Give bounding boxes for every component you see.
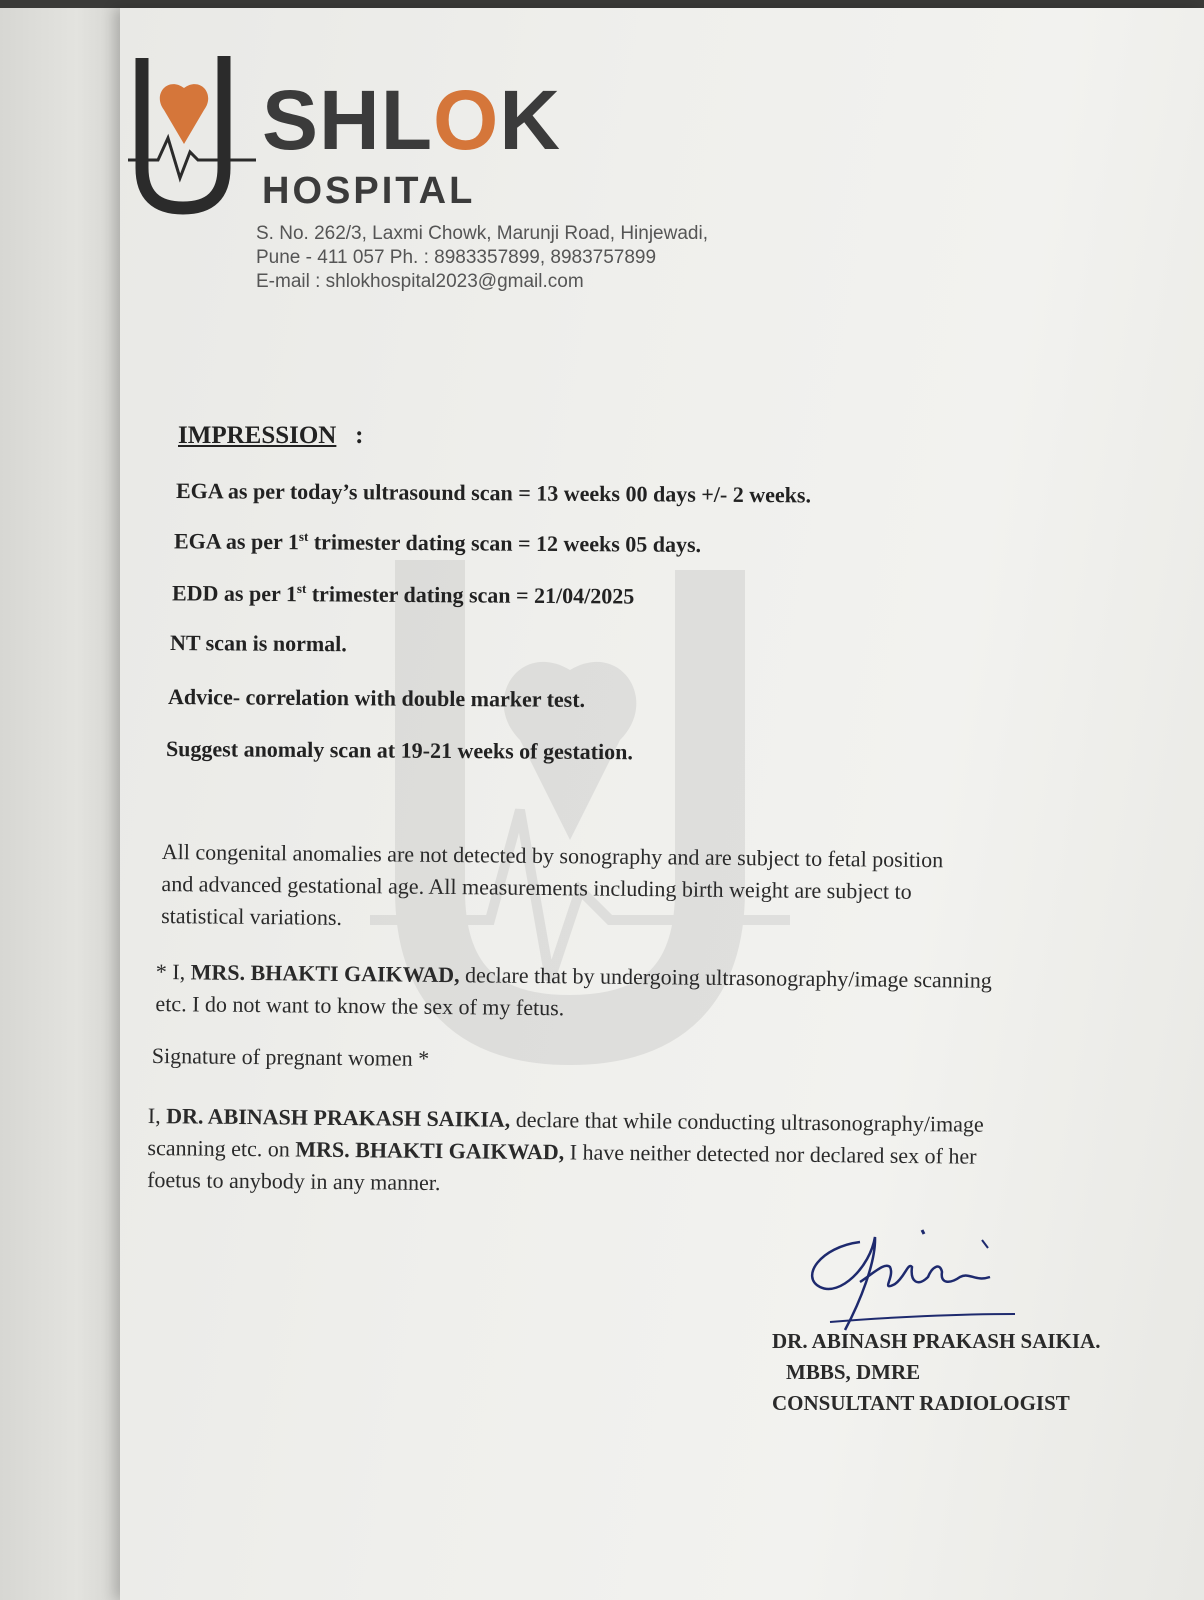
impression-heading-text: IMPRESSION <box>178 422 337 449</box>
disclaimer-line-3: statistical variations. <box>161 902 343 930</box>
hospital-logo-icon <box>128 48 258 218</box>
ega-first-trimester-line <box>174 528 701 558</box>
hospital-address <box>256 222 708 294</box>
patient-decl-prefix: * I, <box>155 958 191 985</box>
doctor-declaration <box>147 1100 984 1205</box>
doctor-decl-prefix: I, <box>147 1102 167 1129</box>
disclaimer-paragraph <box>161 836 943 940</box>
doctor-decl-line2-b: I have neither detected nor declared sex of her <box>564 1139 977 1169</box>
doctor-signature-block <box>772 1326 1100 1419</box>
handwritten-signature-icon <box>800 1222 1030 1342</box>
brand-text-k: K <box>499 73 562 167</box>
hospital-subtitle: HOSPITAL <box>262 170 476 212</box>
address-line-2: Pune - 411 057 Ph. : 8983357899, 8983757899 <box>256 247 657 268</box>
ega-first-text-a: EGA as per 1 <box>173 528 299 555</box>
disclaimer-line-2: and advanced gestational age. All measurements including birth weight are subject to <box>161 870 912 904</box>
patient-signature-label: Signature of pregnant women * <box>151 1042 430 1071</box>
patient-declaration-line-2: etc. I do not want to know the sex of my fetus. <box>155 990 565 1021</box>
signatory-title: CONSULTANT RADIOLOGIST <box>772 1391 1070 1415</box>
advice-line: Advice- correlation with double marker test. <box>167 684 586 712</box>
edd-first-text-a: EDD as per 1 <box>171 580 297 607</box>
impression-heading <box>178 422 363 450</box>
edd-first-text-b: trimester dating scan = 21/04/2025 <box>306 581 635 609</box>
underlying-page <box>0 0 140 1600</box>
doctor-declaration-line-3: foetus to anybody in any manner. <box>147 1166 441 1196</box>
doctor-decl-patient-name: MRS. BHAKTI GAIKWAD, <box>295 1136 565 1165</box>
address-line-1: S. No. 262/3, Laxmi Chowk, Marunji Road, Hinjewadi, <box>256 223 708 244</box>
hospital-name <box>262 73 562 167</box>
signatory-name: DR. ABINASH PRAKASH SAIKIA. <box>772 1329 1101 1353</box>
doctor-decl-rest: declare that while conducting ultrasonography/image <box>510 1106 984 1137</box>
edd-first-trimester-line <box>172 580 635 610</box>
impression-colon: : <box>355 422 364 449</box>
signatory-qualification: MBBS, DMRE <box>786 1360 921 1384</box>
edd-first-sup: st <box>296 580 307 596</box>
brand-text-a: SHL <box>262 73 433 167</box>
ega-first-sup: st <box>298 528 309 544</box>
background-edge <box>0 0 1204 8</box>
doctor-name: DR. ABINASH PRAKASH SAIKIA, <box>166 1103 511 1132</box>
disclaimer-line-1: All congenital anomalies are not detected by sonography and are subject to fetal position <box>161 838 944 873</box>
address-line-3: E-mail : shlokhospital2023@gmail.com <box>256 271 584 292</box>
nt-scan-line: NT scan is normal. <box>169 630 347 657</box>
patient-name: MRS. BHAKTI GAIKWAD, <box>190 959 460 988</box>
patient-decl-rest: declare that by undergoing ultrasonography/image scanning <box>459 962 993 993</box>
ega-first-text-b: trimester dating scan = 12 weeks 05 days. <box>308 529 702 558</box>
ega-today-line: EGA as per today’s ultrasound scan = 13 weeks 00 days +/- 2 weeks. <box>175 478 812 508</box>
suggest-line: Suggest anomaly scan at 19-21 weeks of gestation. <box>165 736 633 765</box>
patient-declaration <box>155 956 992 1029</box>
brand-text-o: O <box>433 73 500 167</box>
doctor-decl-line2-a: scanning etc. on <box>147 1134 296 1162</box>
